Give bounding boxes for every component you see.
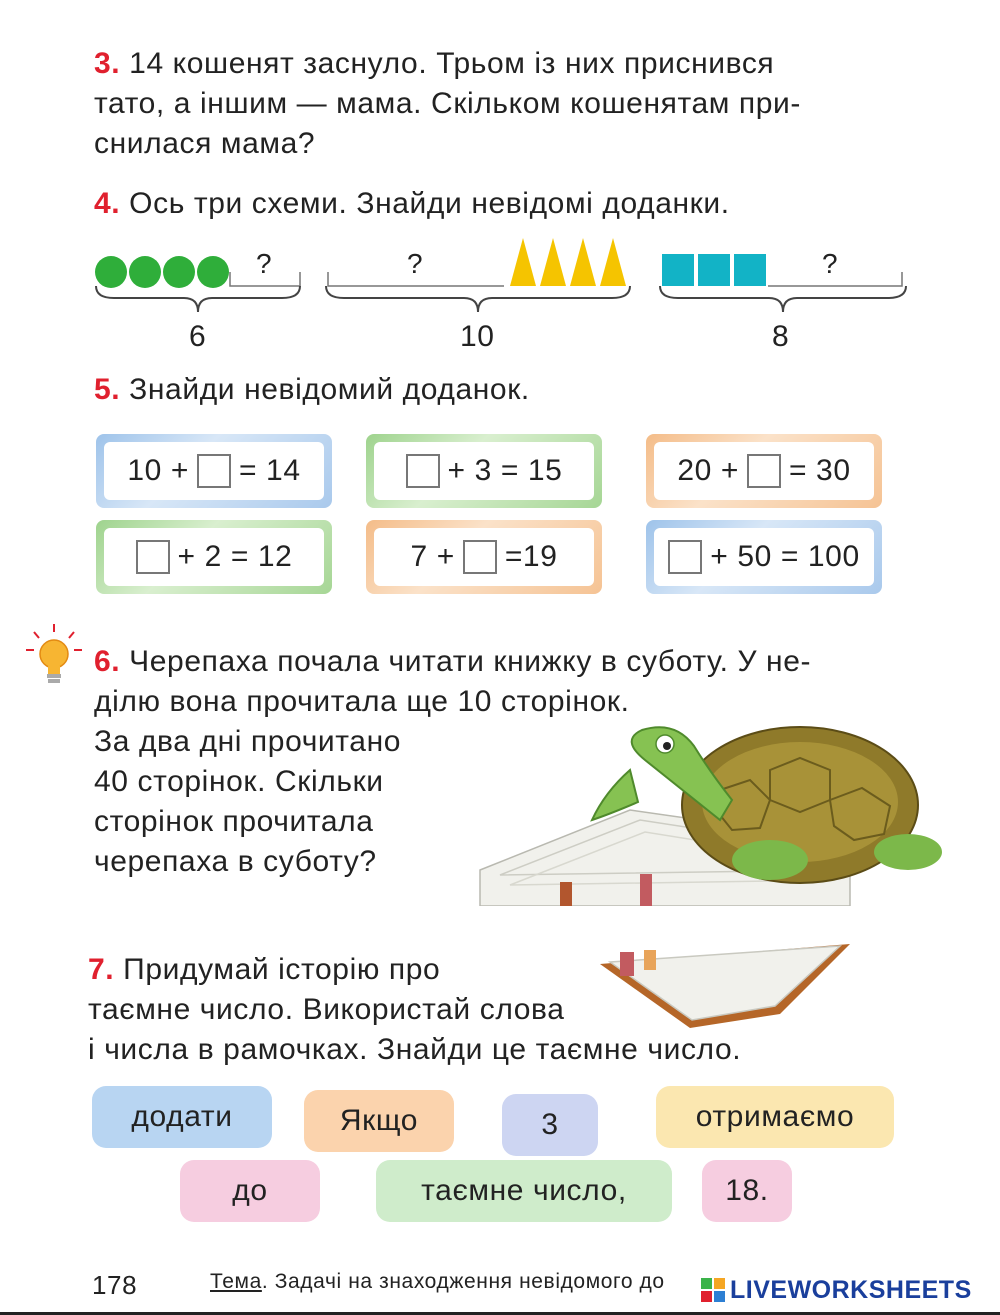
word-tag: додати: [92, 1086, 272, 1148]
word-tag: 3: [502, 1094, 598, 1156]
scheme-2-triangles: [508, 236, 628, 288]
answer-box[interactable]: [463, 540, 497, 574]
task3-line-1: 3. 14 кошенят заснуло. Трьом із них приснився: [94, 47, 775, 80]
answer-box[interactable]: [197, 454, 231, 488]
task3-line-2: тато, а іншим — мама. Скільком кошенятам при-: [94, 87, 801, 120]
task6-line-6: черепаха в суботу?: [94, 845, 377, 878]
equation-frame-6: + 50 = 100: [646, 520, 882, 594]
task7-number: 7.: [88, 953, 115, 986]
scheme-3-question: ?: [822, 248, 839, 279]
task5-heading: 5. Знайди невідомий доданок.: [94, 373, 530, 406]
equation-frame-2: + 3 = 15: [366, 434, 602, 508]
scheme-1-brace: [94, 284, 302, 314]
task5-number: 5.: [94, 373, 121, 406]
page-number: 178: [92, 1270, 138, 1300]
equation-frame-1: 10 + = 14: [96, 434, 332, 508]
answer-box[interactable]: [747, 454, 781, 488]
scheme-1-total: 6: [189, 320, 207, 353]
task4-number: 4.: [94, 187, 121, 220]
scheme-3-squares: [662, 254, 772, 288]
equation-frame-4: + 2 = 12: [96, 520, 332, 594]
task3-number: 3.: [94, 47, 121, 80]
word-tag: Якщо: [304, 1090, 454, 1152]
task6-line-3: За два дні прочитано: [94, 725, 402, 758]
answer-box[interactable]: [136, 540, 170, 574]
task3-line-3: снилася мама?: [94, 127, 316, 160]
topic-line: Тема. Задачі на знаходження невідомого до: [210, 1270, 665, 1293]
equation-frame-3: 20 + = 30: [646, 434, 882, 508]
scheme-2-brace: [324, 284, 632, 314]
word-tag: до: [180, 1160, 320, 1222]
word-tag: отримаємо: [656, 1086, 894, 1148]
book-illustration: [600, 944, 860, 1030]
equation-frame-5: 7 + =19: [366, 520, 602, 594]
scheme-2-question: ?: [407, 248, 424, 279]
task6-line-2: ділю вона прочитала ще 10 сторінок.: [94, 685, 630, 718]
task4-heading: 4. Ось три схеми. Знайди невідомі доданки.: [94, 187, 730, 220]
answer-box[interactable]: [406, 454, 440, 488]
task6-line-1: 6. Черепаха почала читати книжку в суботу. У не-: [94, 645, 812, 678]
liveworksheets-brand: LIVEWORKSHEETS: [730, 1276, 972, 1304]
task6-line-5: сторінок прочитала: [94, 805, 374, 838]
scheme-3-brace: [658, 284, 908, 314]
task7-line-1: 7. Придумай історію про: [88, 953, 441, 986]
scheme-3-total: 8: [772, 320, 790, 353]
liveworksheets-logo[interactable]: [700, 1276, 972, 1305]
word-tag: таємне число,: [376, 1160, 672, 1222]
answer-box[interactable]: [668, 540, 702, 574]
scheme-2-total: 10: [460, 320, 495, 353]
task6-line-4: 40 сторінок. Скільки: [94, 765, 384, 798]
task7-line-3: і числа в рамочках. Знайди це таємне число.: [88, 1033, 742, 1066]
liveworksheets-logo-icon: [700, 1277, 726, 1305]
word-tag: 18.: [702, 1160, 792, 1222]
turtle-reading-book-illustration: [470, 710, 950, 906]
lightbulb-icon: [24, 622, 84, 688]
task7-line-2: таємне число. Використай слова: [88, 993, 565, 1026]
task6-number: 6.: [94, 645, 121, 678]
scheme-1-question: ?: [256, 248, 273, 279]
